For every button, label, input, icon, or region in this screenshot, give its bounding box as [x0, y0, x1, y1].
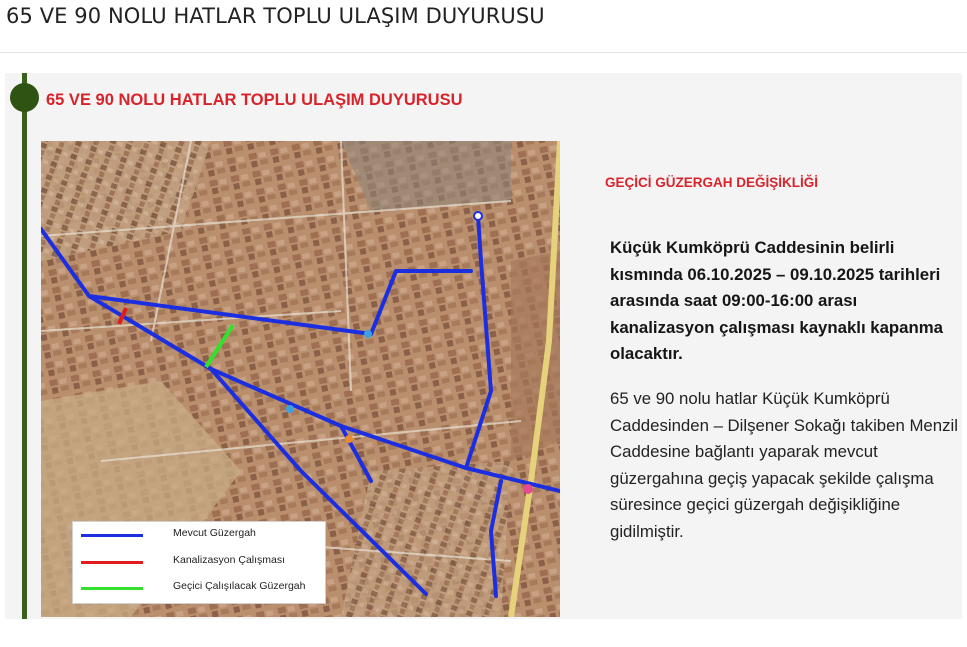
legend-label-sewer-works: Kanalizasyon Çalışması: [173, 554, 286, 566]
legend-item-sewer-works: [73, 552, 327, 572]
title-divider: [0, 52, 967, 53]
page-title: 65 VE 90 NOLU HATLAR TOPLU ULAŞIM DUYURUSU: [6, 4, 545, 28]
legend-line-temporary-route: [81, 587, 143, 590]
legend-item-current-route: [73, 525, 327, 545]
accent-bar: [22, 73, 27, 619]
detour-heading: GEÇİCİ GÜZERGAH DEĞİŞİKLİĞİ: [605, 175, 819, 190]
legend-line-current-route: [81, 534, 143, 537]
map-legend: [72, 521, 326, 604]
legend-label-temporary-route: Geçici Çalışılacak Güzergah: [173, 580, 306, 592]
legend-line-sewer-works: [81, 561, 143, 564]
slide-title: 65 VE 90 NOLU HATLAR TOPLU ULAŞIM DUYURUSU: [46, 91, 463, 109]
route-map: [41, 141, 560, 617]
legend-label-current-route: Mevcut Güzergah: [173, 527, 256, 539]
announcement-slide: [5, 73, 962, 619]
detour-details: 65 ve 90 nolu hatlar Küçük Kumköprü Caddesinden – Dilşener Sokağı takiben Menzil Caddesine bağlantı yaparak mevcut güzergahına geçiş yapacak şekilde çalışma süresince geçici güzergah değişikliğine gidilmiştir.: [610, 389, 958, 541]
accent-dot: [10, 83, 39, 112]
legend-item-temporary-route: [73, 578, 327, 598]
closure-notice: Küçük Kumköprü Caddesinin belirli kısmında 06.10.2025 – 09.10.2025 tarihleri arasında saat 09:00-16:00 arası kanalizasyon çalışması kaynaklı kapanma olacaktır.: [610, 238, 944, 363]
